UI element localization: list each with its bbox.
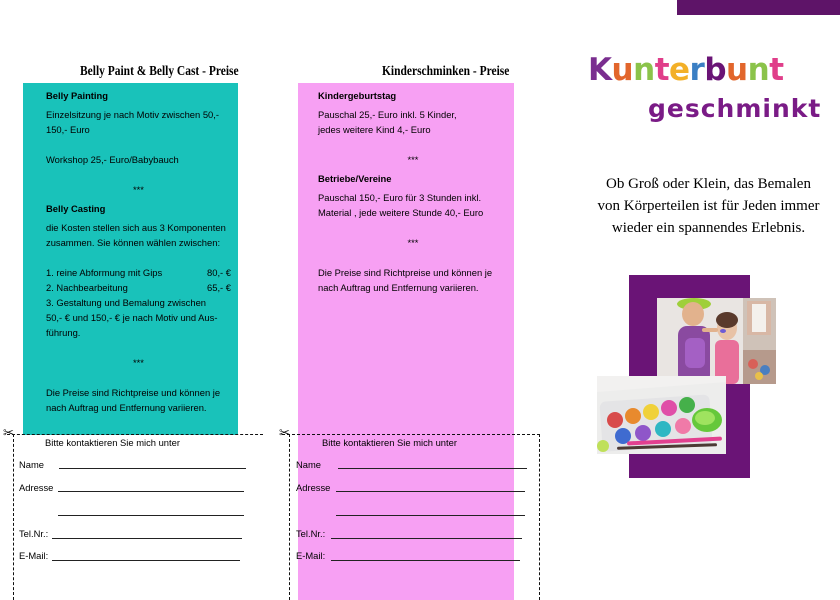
price-item-1: [46, 265, 231, 280]
address-line-2[interactable]: [58, 515, 244, 516]
phone-label: Tel.Nr.:: [296, 528, 326, 539]
belly-painting-text-2: 150,- Euro: [46, 124, 90, 135]
name-line[interactable]: [59, 468, 246, 469]
logo-letter: u: [611, 52, 634, 88]
logo-letter: e: [669, 52, 690, 88]
price-item-1-label: 1. reine Abformung mit Gips: [46, 267, 163, 278]
logo-letter: t: [654, 52, 670, 88]
workshop-price: Workshop 25,- Euro/Babybauch: [46, 154, 179, 165]
scissors-icon: ✂: [279, 425, 290, 440]
scissors-icon: ✂: [3, 425, 14, 440]
belly-casting-heading: Belly Casting: [46, 203, 106, 214]
price-item-3-line-3: führung.: [46, 327, 81, 338]
contact-prompt: Bitte kontaktieren Sie mich unter: [322, 437, 457, 448]
kids-prices-content: [318, 88, 508, 295]
address-line[interactable]: [336, 491, 525, 492]
address-label: Adresse: [296, 482, 331, 493]
kindergeburtstag-text-1: Pauschal 25,- Euro inkl. 5 Kinder,: [318, 109, 457, 120]
belly-casting-text-2: zusammen. Sie können wählen zwischen:: [46, 237, 221, 248]
logo-letter: u: [726, 52, 748, 88]
cut-line-vertical: [289, 434, 290, 600]
separator-stars: ***: [407, 237, 419, 248]
top-accent-bar: [677, 0, 840, 15]
kids-price-note-2: nach Auftrag und Entfernung variieren.: [318, 282, 479, 293]
name-label: Name: [296, 459, 322, 470]
price-item-3-line-2: 50,- € und 150,- € je nach Motiv und Aus-: [46, 312, 218, 323]
logo-letter: n: [633, 52, 655, 88]
logo-letter: K: [588, 52, 612, 88]
address-line[interactable]: [58, 491, 244, 492]
belly-casting-text-1: die Kosten stellen sich aus 3 Komponenten: [46, 222, 226, 233]
kindergeburtstag-text-2: jedes weitere Kind 4,- Euro: [318, 124, 431, 135]
betriebe-text-1: Pauschal 150,- Euro für 3 Stunden inkl.: [318, 192, 482, 203]
price-item-2-label: 2. Nachbearbeitung: [46, 282, 128, 293]
separator-stars: ***: [133, 357, 144, 368]
phone-line[interactable]: [331, 538, 522, 539]
email-line[interactable]: [331, 560, 520, 561]
cut-line-vertical: [13, 434, 14, 600]
logo-letter: t: [769, 52, 784, 88]
price-item-2-price: 65,- €: [207, 282, 231, 293]
separator-stars: ***: [407, 154, 419, 165]
face-painting-photo: [657, 298, 776, 384]
paint-palette-photo: [597, 376, 726, 454]
logo-kunterbunt: [588, 52, 784, 88]
price-note-1: Die Preise sind Richtpreise und können je: [46, 387, 221, 398]
contact-prompt: Bitte kontaktieren Sie mich unter: [45, 437, 180, 448]
name-label: Name: [19, 459, 45, 470]
price-item-1-price: 80,- €: [207, 267, 231, 278]
address-label: Adresse: [19, 482, 54, 493]
cut-line: [7, 434, 263, 435]
kindergeburtstag-heading: Kindergeburtstag: [318, 90, 397, 101]
price-item-2: [46, 280, 231, 295]
phone-line[interactable]: [52, 538, 242, 539]
betriebe-text-2: Material , jede weitere Stunde 40,- Euro: [318, 207, 484, 218]
logo-letter: r: [689, 52, 705, 88]
logo-letter: b: [704, 52, 727, 88]
kids-prices-title: Kinderschminken - Preise: [382, 64, 510, 79]
belly-prices-content: [46, 88, 231, 415]
belly-painting-text-1: Einzelsitzung je nach Motiv zwischen 50,-: [46, 109, 219, 120]
cut-line-vertical: [539, 434, 540, 600]
email-label: E-Mail:: [296, 550, 326, 561]
phone-label: Tel.Nr.:: [19, 528, 49, 539]
separator-stars: ***: [133, 184, 144, 195]
cut-line: [282, 434, 540, 435]
betriebe-heading: Betriebe/Vereine: [318, 173, 392, 184]
price-item-3-line-1: 3. Gestaltung und Bemalung zwischen: [46, 297, 206, 308]
logo-letter: n: [747, 52, 770, 88]
logo-geschminkt: geschminkt: [648, 94, 822, 123]
email-line[interactable]: [52, 560, 240, 561]
name-line[interactable]: [338, 468, 527, 469]
tagline: Ob Groß oder Klein, das Bemalen von Körperteilen ist für Jeden immer wieder ein spannendes Erlebnis.: [597, 176, 820, 236]
address-line-2[interactable]: [336, 515, 525, 516]
email-label: E-Mail:: [19, 550, 49, 561]
kids-price-note-1: Die Preise sind Richtpreise und können je: [318, 267, 493, 278]
price-note-2: nach Auftrag und Entfernung variieren.: [46, 402, 207, 413]
belly-painting-heading: Belly Painting: [46, 90, 108, 101]
belly-prices-title: Belly Paint & Belly Cast - Preise: [80, 64, 239, 79]
